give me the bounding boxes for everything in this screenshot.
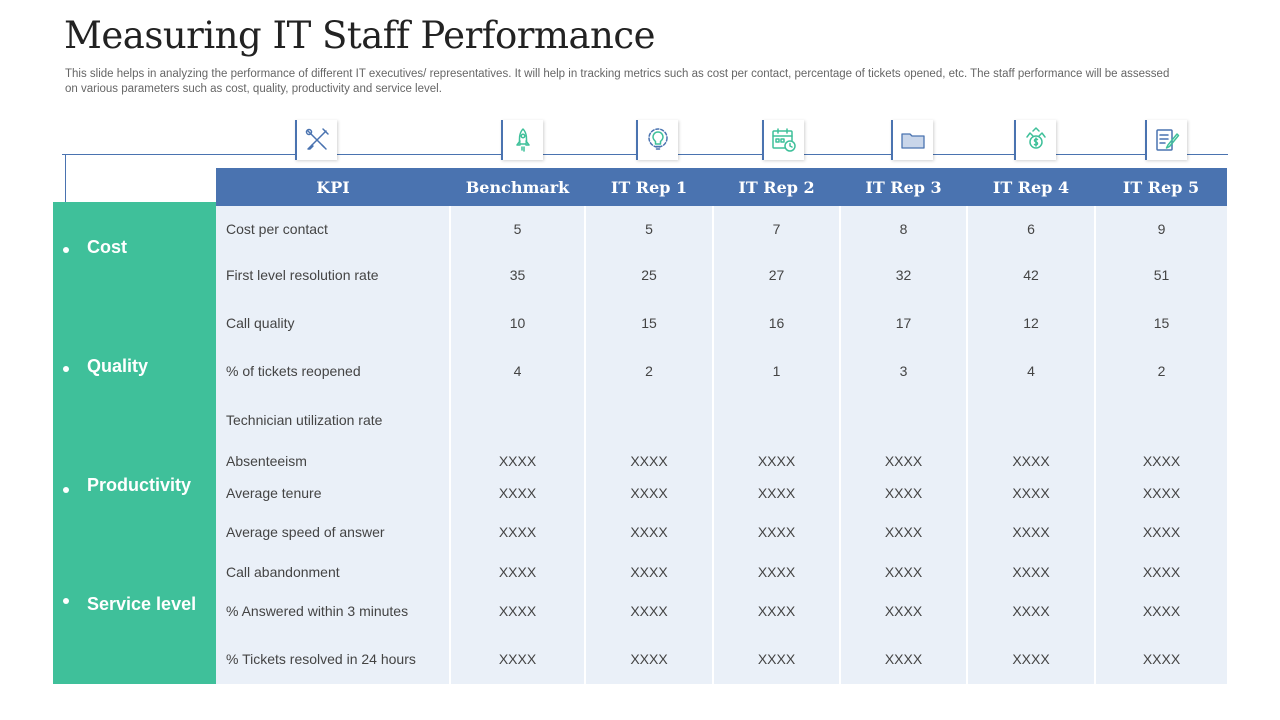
value-cell: XXXX bbox=[967, 589, 1095, 633]
table-header-row bbox=[216, 168, 1227, 206]
value-cell bbox=[840, 395, 967, 444]
checklist-pen-icon bbox=[1145, 120, 1187, 160]
value-cell: 2 bbox=[1095, 347, 1227, 395]
value-cell: 6 bbox=[967, 206, 1095, 251]
kpi-cell: Average speed of answer bbox=[216, 509, 450, 555]
folder-icon bbox=[891, 120, 933, 160]
value-cell: XXXX bbox=[840, 444, 967, 477]
value-cell: XXXX bbox=[1095, 555, 1227, 589]
kpi-cell: Call quality bbox=[216, 299, 450, 347]
value-cell: XXXX bbox=[585, 509, 713, 555]
value-cell: XXXX bbox=[967, 509, 1095, 555]
page-description: This slide helps in analyzing the performance of different IT executives/ representatives. It will help in tracking metrics such as cost per contact, percentage of tickets opened, etc. The staff performance will be assessed on various parameters such as cost, quality, productivity and service level. bbox=[65, 68, 1170, 95]
value-cell: XXXX bbox=[1095, 589, 1227, 633]
value-cell bbox=[967, 395, 1095, 444]
value-cell: 2 bbox=[585, 347, 713, 395]
category-cost: Cost bbox=[87, 237, 127, 257]
value-cell: XXXX bbox=[1095, 509, 1227, 555]
value-cell: XXXX bbox=[967, 477, 1095, 509]
category-productivity: Productivity bbox=[87, 475, 192, 495]
table-row bbox=[216, 395, 1227, 444]
value-cell: XXXX bbox=[840, 633, 967, 684]
value-cell: 27 bbox=[713, 251, 840, 299]
category-quality: Quality bbox=[87, 356, 149, 376]
value-cell: XXXX bbox=[450, 555, 585, 589]
kpi-cell: Absenteeism bbox=[216, 444, 450, 477]
value-cell: XXXX bbox=[585, 589, 713, 633]
value-cell bbox=[713, 395, 840, 444]
page-title: Measuring IT Staff Performance bbox=[64, 14, 656, 57]
value-cell: 12 bbox=[967, 299, 1095, 347]
table-row bbox=[216, 633, 1227, 684]
header-it-rep-5: IT Rep 5 bbox=[1095, 168, 1227, 206]
table-row bbox=[216, 299, 1227, 347]
header-it-rep-3: IT Rep 3 bbox=[840, 168, 967, 206]
table-row bbox=[216, 477, 1227, 509]
value-cell bbox=[585, 395, 713, 444]
header-it-rep-1: IT Rep 1 bbox=[585, 168, 713, 206]
lightbulb-gear-icon bbox=[636, 120, 678, 160]
value-cell: 15 bbox=[585, 299, 713, 347]
value-cell bbox=[450, 395, 585, 444]
value-cell: XXXX bbox=[840, 477, 967, 509]
timeline-dot-service-level bbox=[63, 598, 69, 604]
table-row bbox=[216, 555, 1227, 589]
kpi-cell: % Answered within 3 minutes bbox=[216, 589, 450, 633]
timeline-dot-quality bbox=[63, 366, 69, 372]
kpi-cell: % of tickets reopened bbox=[216, 347, 450, 395]
value-cell: 10 bbox=[450, 299, 585, 347]
value-cell: XXXX bbox=[840, 509, 967, 555]
value-cell: 15 bbox=[1095, 299, 1227, 347]
value-cell: XXXX bbox=[450, 589, 585, 633]
value-cell: 51 bbox=[1095, 251, 1227, 299]
value-cell: 4 bbox=[967, 347, 1095, 395]
value-cell: XXXX bbox=[450, 477, 585, 509]
money-growth-icon bbox=[1014, 120, 1056, 160]
kpi-cell: Call abandonment bbox=[216, 555, 450, 589]
value-cell: XXXX bbox=[585, 555, 713, 589]
value-cell: XXXX bbox=[713, 477, 840, 509]
value-cell: XXXX bbox=[450, 444, 585, 477]
value-cell: XXXX bbox=[713, 444, 840, 477]
value-cell: XXXX bbox=[585, 633, 713, 684]
value-cell: XXXX bbox=[1095, 444, 1227, 477]
value-cell: 4 bbox=[450, 347, 585, 395]
value-cell: 42 bbox=[967, 251, 1095, 299]
tools-icon bbox=[295, 120, 337, 160]
category-service-level: Service level bbox=[87, 594, 197, 614]
timeline-dot-cost bbox=[63, 247, 69, 253]
kpi-cell: % Tickets resolved in 24 hours bbox=[216, 633, 450, 684]
value-cell: 35 bbox=[450, 251, 585, 299]
table-row bbox=[216, 444, 1227, 477]
value-cell: XXXX bbox=[585, 444, 713, 477]
header-benchmark: Benchmark bbox=[450, 168, 585, 206]
value-cell: XXXX bbox=[967, 444, 1095, 477]
header-it-rep-2: IT Rep 2 bbox=[713, 168, 840, 206]
kpi-cell: Average tenure bbox=[216, 477, 450, 509]
calendar-clock-icon bbox=[762, 120, 804, 160]
header-it-rep-4: IT Rep 4 bbox=[967, 168, 1095, 206]
table-row bbox=[216, 251, 1227, 299]
value-cell: 5 bbox=[585, 206, 713, 251]
value-cell: XXXX bbox=[713, 555, 840, 589]
value-cell: XXXX bbox=[713, 633, 840, 684]
value-cell: XXXX bbox=[967, 555, 1095, 589]
value-cell: 25 bbox=[585, 251, 713, 299]
value-cell: 5 bbox=[450, 206, 585, 251]
value-cell: 9 bbox=[1095, 206, 1227, 251]
table-row bbox=[216, 509, 1227, 555]
kpi-table bbox=[216, 168, 1227, 684]
value-cell: XXXX bbox=[1095, 633, 1227, 684]
value-cell: XXXX bbox=[840, 555, 967, 589]
value-cell bbox=[1095, 395, 1227, 444]
kpi-cell: First level resolution rate bbox=[216, 251, 450, 299]
kpi-cell: Technician utilization rate bbox=[216, 395, 450, 444]
table-row bbox=[216, 206, 1227, 251]
value-cell: XXXX bbox=[713, 509, 840, 555]
table-row bbox=[216, 347, 1227, 395]
kpi-cell: Cost per contact bbox=[216, 206, 450, 251]
timeline-dot-productivity bbox=[63, 487, 69, 493]
value-cell: 17 bbox=[840, 299, 967, 347]
value-cell: XXXX bbox=[1095, 477, 1227, 509]
value-cell: 16 bbox=[713, 299, 840, 347]
value-cell: XXXX bbox=[585, 477, 713, 509]
value-cell: XXXX bbox=[967, 633, 1095, 684]
value-cell: XXXX bbox=[450, 633, 585, 684]
value-cell: XXXX bbox=[840, 589, 967, 633]
value-cell: XXXX bbox=[450, 509, 585, 555]
value-cell: XXXX bbox=[713, 589, 840, 633]
header-kpi: KPI bbox=[216, 168, 450, 206]
value-cell: 3 bbox=[840, 347, 967, 395]
value-cell: 7 bbox=[713, 206, 840, 251]
rocket-icon bbox=[501, 120, 543, 160]
value-cell: 1 bbox=[713, 347, 840, 395]
value-cell: 32 bbox=[840, 251, 967, 299]
value-cell: 8 bbox=[840, 206, 967, 251]
table-row bbox=[216, 589, 1227, 633]
